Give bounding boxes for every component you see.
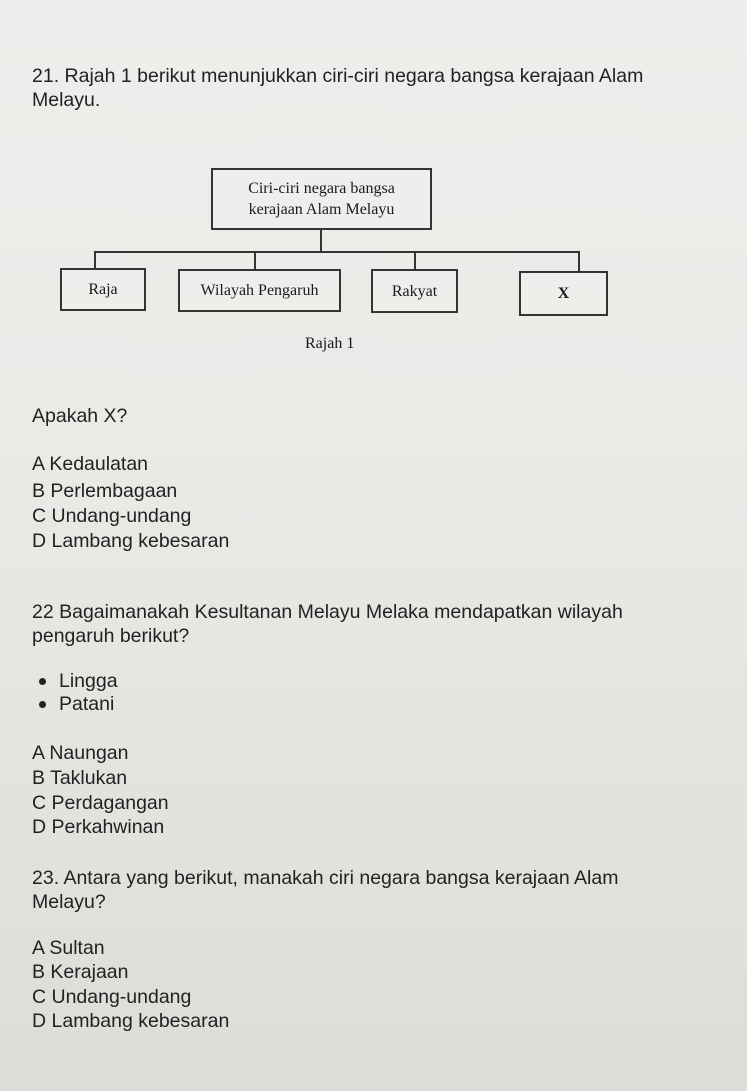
- q23-stem-line2: Melayu?: [32, 891, 106, 913]
- diagram-child-raja: Raja: [60, 268, 146, 311]
- bullet-dot: [39, 701, 46, 708]
- connector-wilayah: [254, 251, 256, 270]
- connector-x: [578, 251, 580, 272]
- q22-bullet-lingga: Lingga: [59, 670, 118, 692]
- q22-bullet-patani: Patani: [59, 693, 115, 715]
- q21-option-a[interactable]: A Kedaulatan: [32, 453, 149, 475]
- q23-stem-line1: 23. Antara yang berikut, manakah ciri negara bangsa kerajaan Alam: [32, 867, 619, 889]
- diagram-root-box: [211, 168, 432, 230]
- diagram-child-x: X: [519, 271, 608, 316]
- q22-stem-line1: 22 Bagaimanakah Kesultanan Melayu Melaka mendapatkan wilayah: [32, 601, 623, 623]
- connector-horizontal: [94, 251, 580, 253]
- diagram-root-line2: kerajaan Alam Melayu: [248, 201, 395, 218]
- q22-option-b[interactable]: B Taklukan: [32, 767, 128, 789]
- q23-option-d[interactable]: D Lambang kebesaran: [32, 1010, 230, 1032]
- q21-option-c[interactable]: C Undang-undang: [32, 505, 192, 527]
- connector-root-stem: [320, 230, 322, 252]
- q23-option-a[interactable]: A Sultan: [32, 937, 105, 959]
- q21-question: Apakah X?: [32, 405, 128, 427]
- q21-option-d[interactable]: D Lambang kebesaran: [32, 530, 230, 552]
- q22-option-c[interactable]: C Perdagangan: [32, 792, 169, 814]
- q22-option-a[interactable]: A Naungan: [32, 742, 129, 764]
- diagram-caption: Rajah 1: [305, 335, 355, 352]
- q21-stem-line2: Melayu.: [32, 89, 101, 111]
- q23-option-b[interactable]: B Kerajaan: [32, 961, 129, 983]
- q23-option-c[interactable]: C Undang-undang: [32, 986, 192, 1008]
- diagram-child-wilayah-pengaruh: Wilayah Pengaruh: [178, 269, 341, 312]
- connector-raja: [94, 251, 96, 269]
- q21-option-b[interactable]: B Perlembagaan: [32, 480, 178, 502]
- q22-stem-line2: pengaruh berikut?: [32, 625, 190, 647]
- bullet-dot: [39, 678, 46, 685]
- diagram-root-line1: Ciri-ciri negara bangsa: [248, 180, 395, 197]
- connector-rakyat: [414, 251, 416, 270]
- q21-stem-line1: 21. Rajah 1 berikut menunjukkan ciri-ciri negara bangsa kerajaan Alam: [32, 65, 644, 87]
- q22-option-d[interactable]: D Perkahwinan: [32, 816, 165, 838]
- diagram-child-rakyat: Rakyat: [371, 269, 458, 313]
